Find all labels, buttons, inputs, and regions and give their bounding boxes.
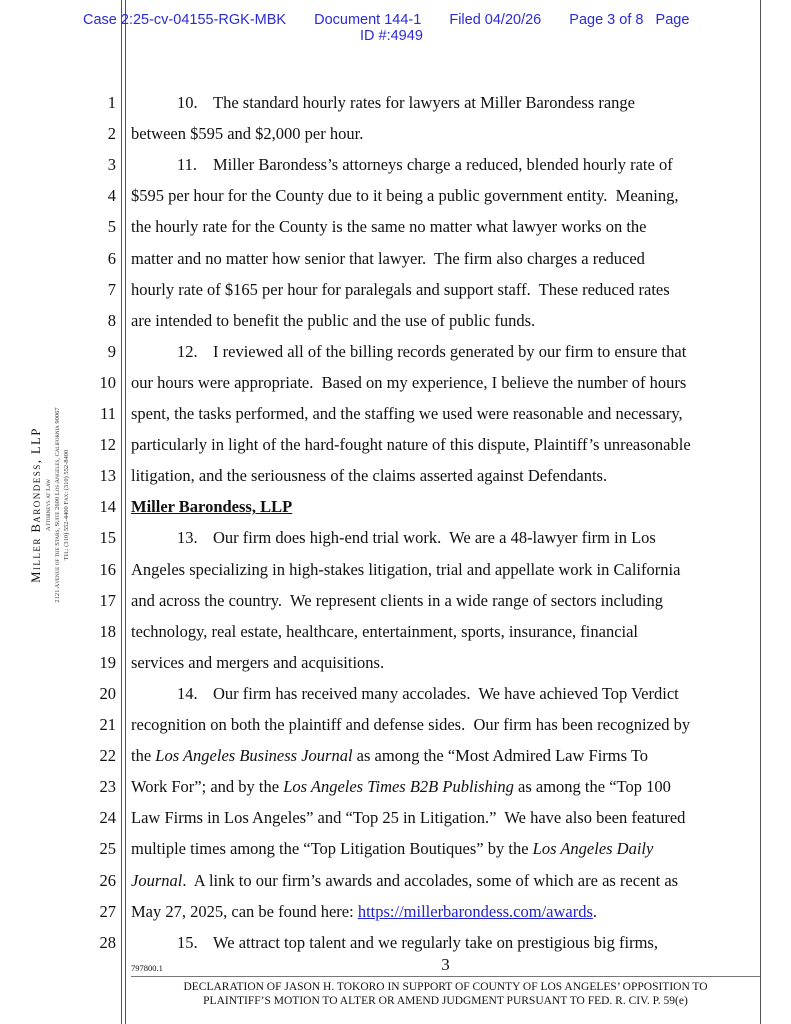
line-number: 26 (99, 870, 116, 890)
line-text: . A link to our firm’s awards and accolades, some of which are as recent as (182, 870, 679, 890)
line-number: 7 (107, 279, 116, 299)
line-number: 17 (99, 590, 116, 610)
text-line (131, 839, 653, 859)
line-number: 28 (99, 932, 116, 952)
text-line (131, 653, 384, 673)
line-number: 14 (99, 497, 116, 517)
text-line (131, 528, 656, 548)
paragraph-number: 15. (177, 932, 198, 952)
line-text: Our firm has received many accolades. We have achieved Top Verdict (213, 683, 679, 703)
line-text: Miller Barondess’s attorneys charge a reduced, blended hourly rate of (213, 155, 673, 175)
line-text: as among the “Top 100 (513, 777, 671, 797)
line-number: 21 (99, 715, 116, 734)
text-line (131, 715, 690, 735)
publication-title: Los Angeles Business Journal (155, 746, 353, 766)
line-text: Work For”; and by the (131, 777, 284, 797)
footer-title (131, 980, 760, 1008)
line-number: 2 (107, 124, 116, 144)
text-line (131, 342, 686, 362)
line-text: the hourly rate for the County is the same no matter what lawyer works on the (131, 217, 647, 237)
line-number: 13 (99, 466, 116, 486)
publication-title: Los Angeles Daily (532, 839, 654, 859)
section-heading: Miller Barondess, LLP (131, 497, 293, 517)
line-text: I reviewed all of the billing records generated by our firm to ensure that (213, 341, 687, 361)
text-line (131, 186, 678, 206)
line-number: 15 (99, 528, 116, 548)
text-line (131, 622, 638, 642)
paragraph-number: 10. (177, 93, 198, 112)
right-margin-rule (760, 0, 761, 1024)
line-text: multiple times among the “Top Litigation Boutiques” by the (131, 839, 533, 859)
text-line (131, 933, 658, 953)
firm-phone: Tel: (310) 552-4400 Fax: (310) 552-8400 (63, 449, 70, 561)
paragraph-number: 11. (177, 155, 198, 175)
line-number: 5 (107, 217, 116, 237)
firm-name: Miller Barondess, LLP (29, 427, 43, 583)
line-text: . (592, 901, 598, 921)
line-text: are intended to benefit the public and the use of public funds. (131, 310, 536, 330)
paragraph-number: 14. (177, 683, 198, 703)
document-id: 797800.1 (131, 963, 163, 973)
line-text: matter and no matter how senior that lawyer. The firm also charges a reduced (131, 248, 645, 268)
text-line (131, 466, 607, 486)
text-line (131, 591, 663, 611)
line-number: 6 (107, 248, 116, 268)
line-text: $595 per hour for the County due to it being a public government entity. Meaning, (131, 186, 679, 206)
text-line (131, 777, 671, 797)
text-line (131, 280, 670, 300)
line-number: 25 (99, 839, 116, 859)
line-text: services and mergers and acquisitions. (131, 652, 385, 672)
case-number: Case 2:25-cv-04155-RGK-MBK (83, 12, 287, 28)
line-number: 24 (99, 808, 116, 828)
line-text: the (131, 746, 156, 766)
text-line (131, 249, 645, 269)
line-text: Law Firms in Los Angeles” and “Top 25 in Litigation.” We have also been featured (131, 808, 686, 828)
line-text: between $595 and $2,000 per hour. (131, 124, 364, 144)
firm-sidebar (28, 380, 88, 630)
line-text: technology, real estate, healthcare, entertainment, sports, insurance, financial (131, 621, 639, 641)
page-of: Page 3 of 8 Page (569, 12, 690, 28)
line-number: 12 (99, 435, 116, 455)
text-line (131, 435, 691, 455)
line-text: Our firm does high-end trial work. We are a 48-lawyer firm in Los (213, 528, 656, 548)
firm-subtitle: Attorneys at Law (45, 479, 52, 531)
line-text: The standard hourly rates for lawyers at Miller Barondess range (213, 93, 635, 112)
footer-rule (131, 976, 760, 977)
text-line (131, 373, 686, 393)
line-text: and across the country. We represent clients in a wide range of sectors including (131, 590, 663, 610)
text-line (131, 404, 683, 424)
publication-title: Los Angeles Times B2B Publishing (283, 777, 514, 797)
line-number: 16 (99, 559, 116, 579)
line-text: litigation, and the seriousness of the claims asserted against Defendants. (131, 466, 608, 486)
line-number: 3 (107, 155, 116, 175)
footer-title-line-2: PLAINTIFF’S MOTION TO ALTER OR AMEND JUDGMENT PURSUANT TO FED. R. CIV. P. 59(e) (203, 995, 688, 1007)
line-number: 23 (99, 777, 116, 797)
text-line (131, 311, 535, 331)
text-line (131, 497, 292, 517)
page-id: ID #:4949 (360, 28, 423, 44)
publication-title: Journal (131, 870, 183, 890)
firm-address: 2121 Avenue of the Stars, Suite 2600 Los Angeles, California 90067 (54, 407, 61, 603)
left-margin-rule-inner (125, 0, 126, 1024)
text-line (131, 808, 685, 828)
filed-date: Filed 04/20/26 (449, 12, 542, 28)
line-text: Angeles specializing in high-stakes litigation, trial and appellate work in California (131, 559, 681, 579)
text-line (131, 155, 673, 175)
line-number: 11 (100, 404, 116, 423)
line-number: 18 (99, 621, 116, 641)
text-line (131, 217, 647, 237)
line-number: 27 (99, 901, 116, 921)
line-number: 22 (99, 746, 116, 766)
text-line (131, 124, 363, 144)
line-number: 20 (99, 683, 116, 703)
line-text: We attract top talent and we regularly take on prestigious big firms, (213, 932, 658, 952)
left-margin-rule-outer (121, 0, 122, 1024)
line-text: recognition on both the plaintiff and defense sides. Our firm has been recognized by (131, 715, 691, 734)
line-text: May 27, 2025, can be found here: (131, 901, 358, 921)
text-line (131, 560, 680, 580)
text-line (131, 902, 597, 922)
line-number: 9 (107, 341, 116, 361)
line-text: particularly in light of the hard-fought nature of this dispute, Plaintiff’s unreasonable (131, 435, 691, 455)
line-text: our hours were appropriate. Based on my experience, I believe the number of hours (131, 372, 687, 392)
footer-title-line-1: DECLARATION OF JASON H. TOKORO IN SUPPORT OF COUNTY OF LOS ANGELES’ OPPOSITION TO (183, 981, 708, 993)
line-number: 10 (99, 372, 116, 392)
line-number: 1 (107, 93, 116, 112)
line-number: 4 (107, 186, 116, 206)
text-line (131, 746, 648, 766)
document-number: Document 144-1 (314, 12, 422, 28)
text-line (131, 871, 678, 891)
text-line (131, 93, 635, 113)
paragraph-number: 12. (177, 341, 198, 361)
page-number: 3 (441, 955, 450, 974)
text-line (131, 684, 679, 704)
line-text: as among the “Most Admired Law Firms To (352, 746, 649, 766)
line-text: spent, the tasks performed, and the staffing we used were reasonable and necessary, (131, 404, 683, 423)
line-number: 19 (99, 652, 116, 672)
line-number: 8 (107, 310, 116, 330)
line-text: hourly rate of $165 per hour for paralegals and support staff. These reduced rates (131, 279, 670, 299)
awards-link[interactable]: https://millerbarondess.com/awards (357, 901, 593, 921)
paragraph-number: 13. (177, 528, 198, 548)
